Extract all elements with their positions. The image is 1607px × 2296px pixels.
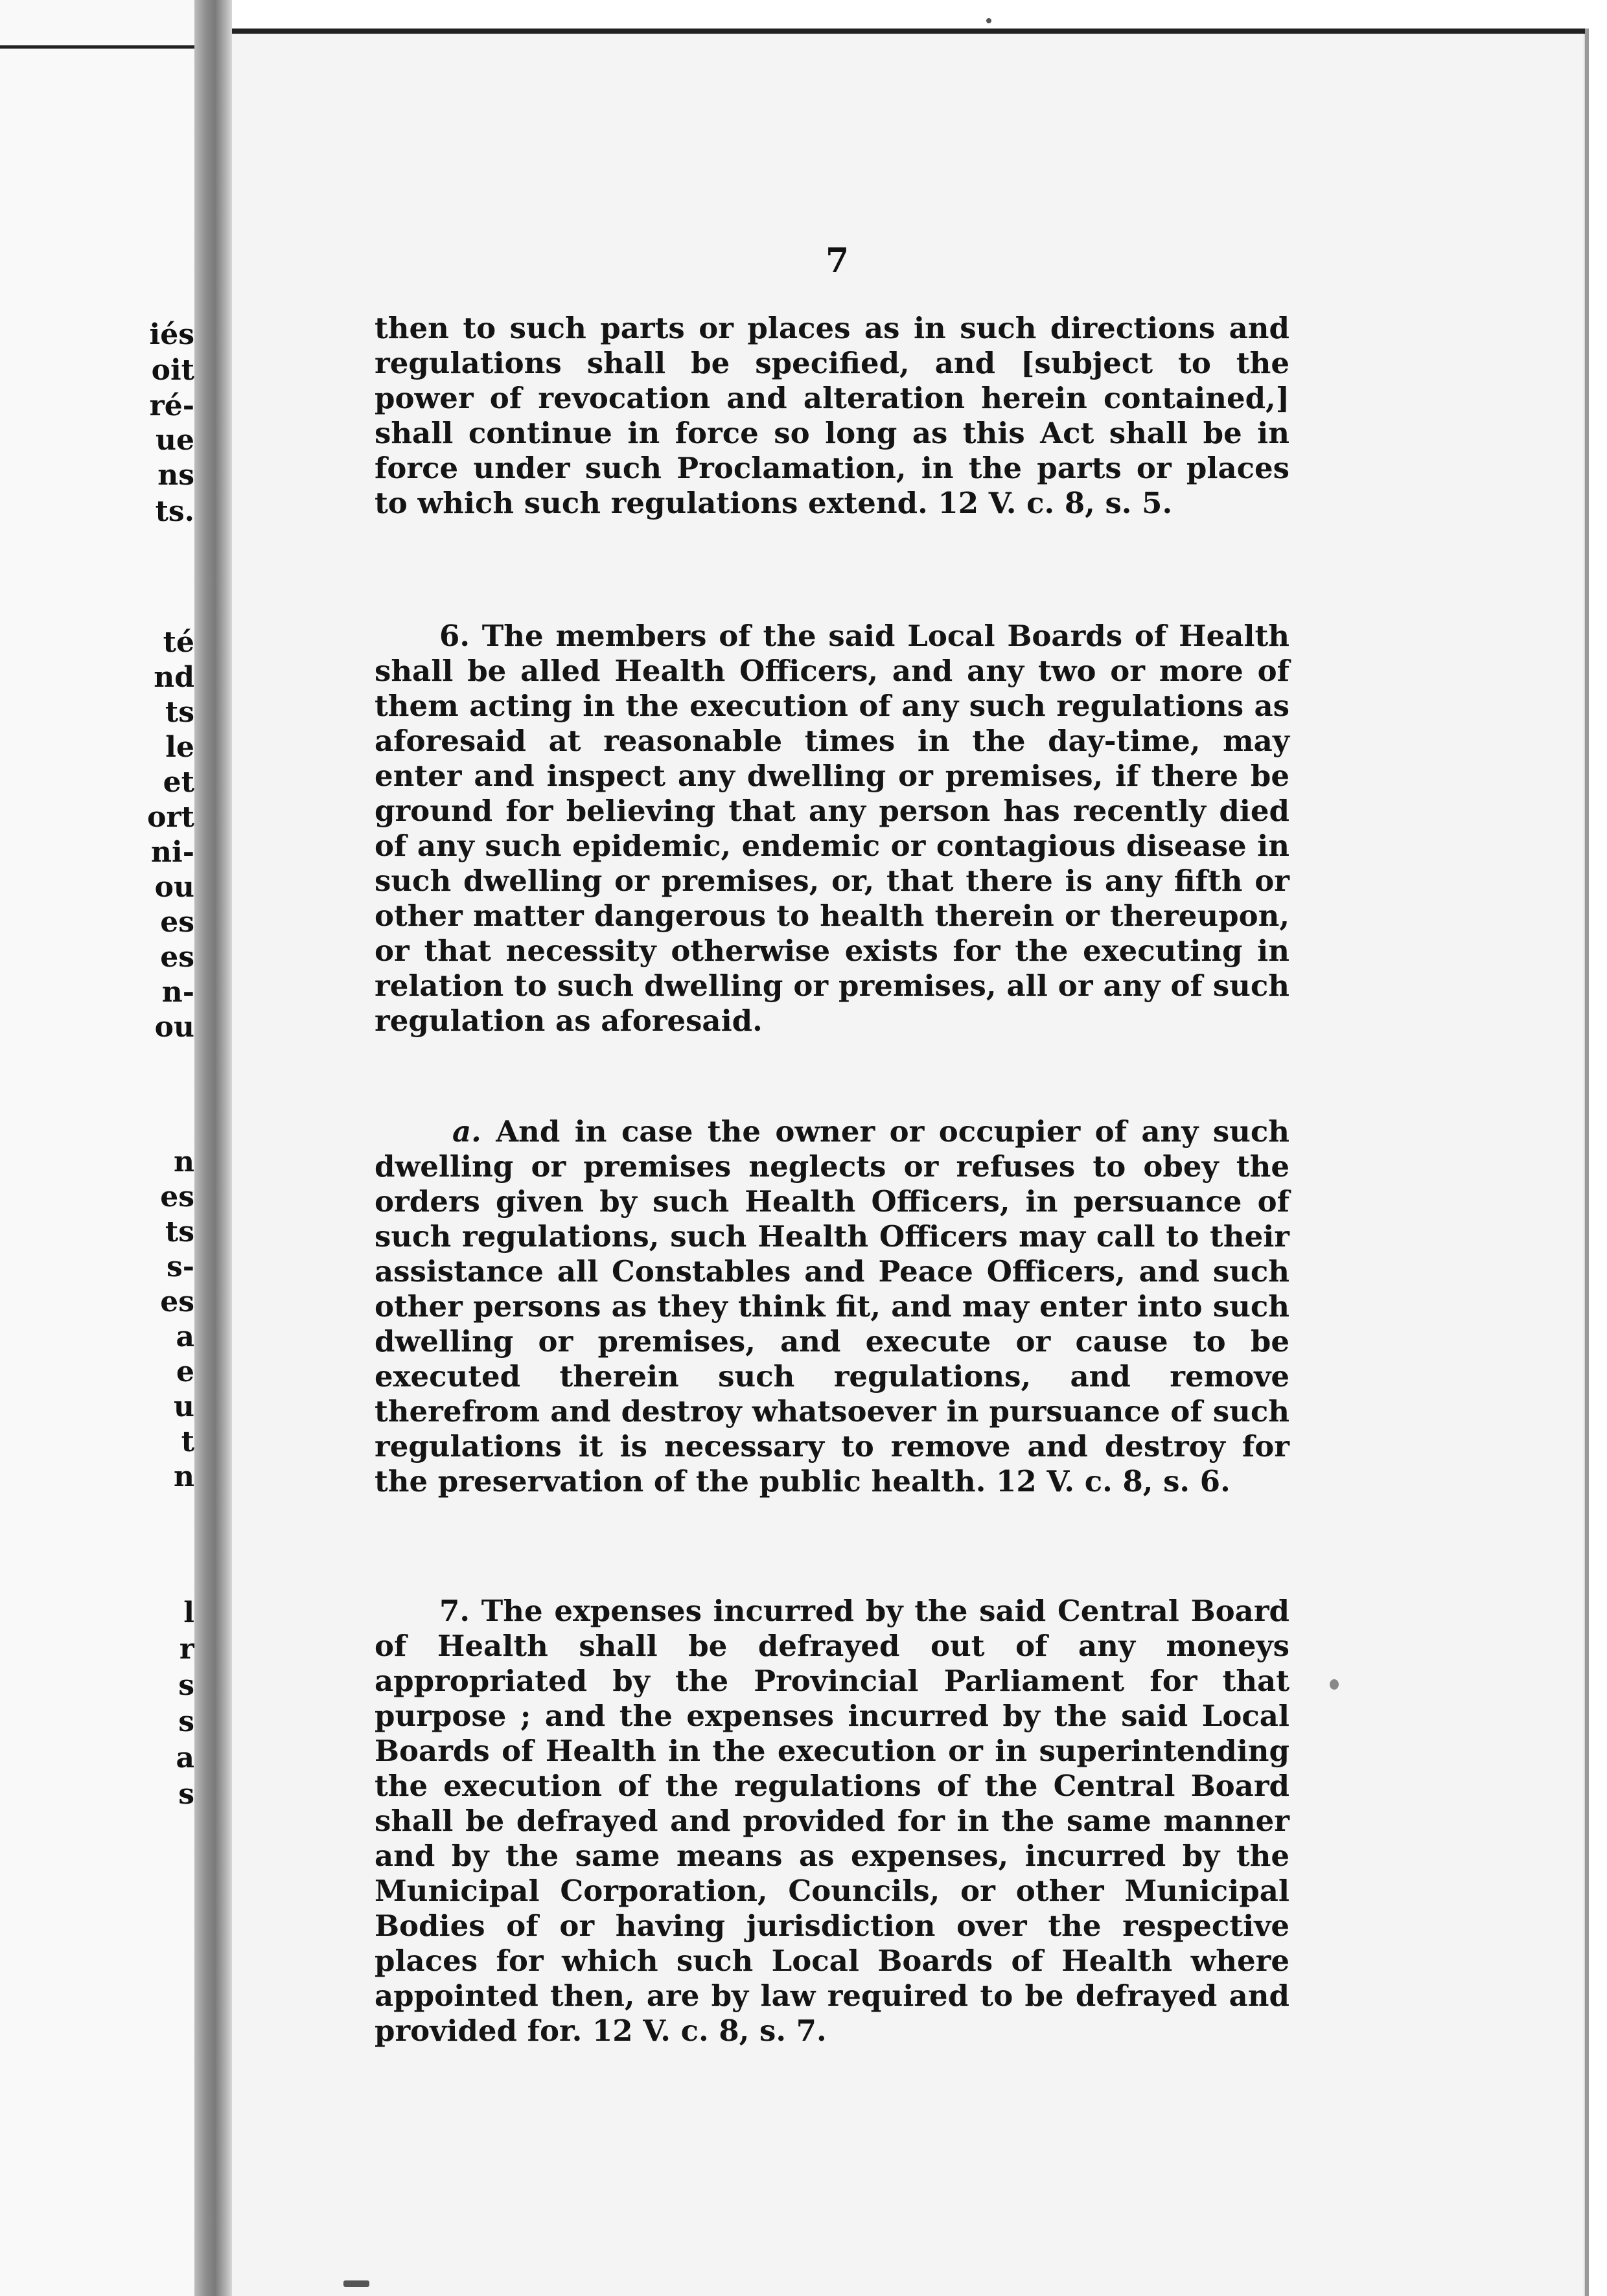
left-fragment: n [174, 1460, 194, 1493]
left-fragment: s [178, 1705, 194, 1738]
scan-speck [343, 2280, 369, 2287]
left-fragment: oit [151, 354, 194, 387]
left-page-edge [0, 0, 214, 2296]
left-fragment: iés [149, 318, 194, 351]
paragraph-section-6 [375, 619, 1289, 1039]
paragraph-section-5-continued: then to such parts or places as in such directions and regulations shall be specified, and [subject to the power of revocation and alteration herein contained,] shall continue in force so long as this Act shall be in force under such Proclamation, in the parts or places to which such regulations extend. 12 V. c. 8, s. 5. [375, 311, 1289, 520]
left-fragment: ort [147, 801, 194, 834]
left-fragment: es [160, 906, 194, 939]
left-page-fragments [0, 0, 194, 2296]
left-fragment: ni- [151, 836, 194, 869]
section-text: . The expenses incurred by the said Central Board of Health shall be defrayed out of any moneys appropriated by the Provincial Parliament for that purpose ; and the expenses incurred by the said Local Boards of Health in the execution or in superintending the execution of the regulations of the Central Board shall be defrayed and provided for in the same manner and by the same means as expenses, incurred by the Municipal Corporation, Councils, or other Municipal Bodies of or having jurisdiction over the respective places for which such Local Boards of Health where appointed then, are by law required to be defrayed and provided for. 12 V. c. 8, s. 7. [375, 1594, 1289, 2048]
left-fragment: n- [161, 976, 194, 1009]
left-fragment: té [163, 626, 194, 659]
left-fragment: ou [154, 871, 194, 904]
left-fragment: ns [157, 459, 194, 492]
left-fragment: ou [154, 1011, 194, 1044]
left-fragment: es [160, 1180, 194, 1213]
paragraph-section-7 [375, 1594, 1289, 2049]
page-right-edge [1585, 29, 1589, 2296]
section-text: . The members of the said Local Boards of Health shall be alled Health Officers, and any two or more of them acting in the execution of any such regulations as aforesaid at reasonable times in the day-time, may enter and inspect any dwelling or premises, if there be ground for believing that any person has recently died of any such epidemic, endemic or contagious disease in such dwelling or premises, or, that there is any fifth or other matter dangerous to health therein or thereupon, or that necessity otherwise exists for the executing in relation to such dwelling or premises, all or any of such regulation as aforesaid. [375, 619, 1289, 1038]
left-fragment: s- [166, 1250, 194, 1283]
page-number: 7 [826, 241, 850, 281]
subsection-letter: a. [452, 1114, 481, 1149]
left-fragment: a [176, 1741, 194, 1774]
left-fragment: es [160, 941, 194, 974]
left-fragment: u [174, 1390, 194, 1423]
scan-speck [1330, 1679, 1339, 1690]
left-fragment: e [176, 1355, 194, 1388]
left-fragment: l [183, 1596, 194, 1629]
left-fragment: a [176, 1320, 194, 1353]
left-fragment: r [179, 1633, 194, 1666]
subsection-text: And in case the owner or occupier of any such dwelling or premises neglects or refuses to obey the orders given by such Health Officers, in persuance of such regulations, such Health Officers may call to their assistance all Constables and Peace Officers, and such other persons as they think fit, and may enter into such dwelling or premises, and execute or cause to be executed therein such regulations, and remove therefrom and destroy whatsoever in pursuance of such regulations it is necessary to remove and destroy for the preservation of the public health. 12 V. c. 8, s. 6. [375, 1114, 1289, 1498]
left-fragment: ts [165, 1215, 194, 1248]
left-fragment: ré- [149, 389, 194, 422]
left-fragment: nd [154, 661, 194, 694]
left-fragment: n [174, 1145, 194, 1178]
left-fragment: s [178, 1669, 194, 1702]
book-spine [194, 0, 232, 2296]
section-number: 7 [439, 1594, 460, 1628]
left-fragment: ts [165, 696, 194, 729]
left-fragment: ue [156, 424, 194, 457]
scan-speck [986, 18, 991, 23]
left-fragment: le [165, 731, 194, 764]
left-fragment: s [178, 1778, 194, 1811]
left-fragment: et [163, 766, 194, 799]
left-fragment: ts. [155, 495, 194, 528]
left-fragment: es [160, 1285, 194, 1318]
left-fragment: t [181, 1425, 194, 1458]
section-number: 6 [439, 619, 460, 653]
paragraph-section-6a [375, 1114, 1289, 1499]
